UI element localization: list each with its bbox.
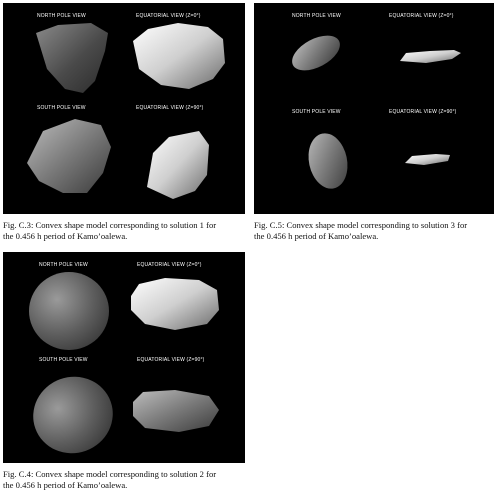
equatorial-view-z90-label: EQUATORIAL VIEW (Z=90°) [136,105,204,111]
equatorial-view-z90-label: EQUATORIAL VIEW (Z=90°) [389,109,457,115]
north-pole-shape [36,23,108,93]
south-pole-view-label: SOUTH POLE VIEW [37,105,86,111]
south-pole-shape [22,366,123,463]
figure-c3-caption: Fig. C.3: Convex shape model corresponding to solution 1 for the 0.456 h period of Kamo’oalewa. [3,220,217,241]
figure-c5-image [254,3,494,214]
south-pole-view-label: SOUTH POLE VIEW [292,109,341,115]
shape-model-renders [254,3,494,214]
equatorial-view-z90-label: EQUATORIAL VIEW (Z=90°) [137,357,205,363]
figure-c4-image [3,252,245,463]
figure-c3-image [3,3,245,214]
south-pole-shape [27,119,111,193]
shape-model-renders [3,3,245,214]
north-pole-shape [29,272,109,350]
figure-c4-caption: Fig. C.4: Convex shape model corresponding to solution 2 for the 0.456 h period of Kamo’oalewa. [3,469,217,490]
equatorial-z90-shape [147,131,209,199]
equatorial-z0-shape [400,50,461,63]
shape-model-renders [3,252,245,463]
north-pole-view-label: NORTH POLE VIEW [39,262,88,268]
south-pole-view-label: SOUTH POLE VIEW [39,357,88,363]
equatorial-z0-shape [131,278,219,330]
north-pole-view-label: NORTH POLE VIEW [37,13,86,19]
equatorial-view-z0-label: EQUATORIAL VIEW (Z=0°) [137,262,202,268]
equatorial-view-z0-label: EQUATORIAL VIEW (Z=0°) [389,13,454,19]
equatorial-z90-shape [405,154,450,165]
figure-c5-caption: Fig. C.5: Convex shape model corresponding to solution 3 for the 0.456 h period of Kamo’oalewa. [254,220,468,241]
north-pole-shape [286,28,345,77]
equatorial-z90-shape [133,390,219,432]
south-pole-shape [304,130,353,193]
equatorial-z0-shape [133,23,225,89]
north-pole-view-label: NORTH POLE VIEW [292,13,341,19]
equatorial-view-z0-label: EQUATORIAL VIEW (Z=0°) [136,13,201,19]
